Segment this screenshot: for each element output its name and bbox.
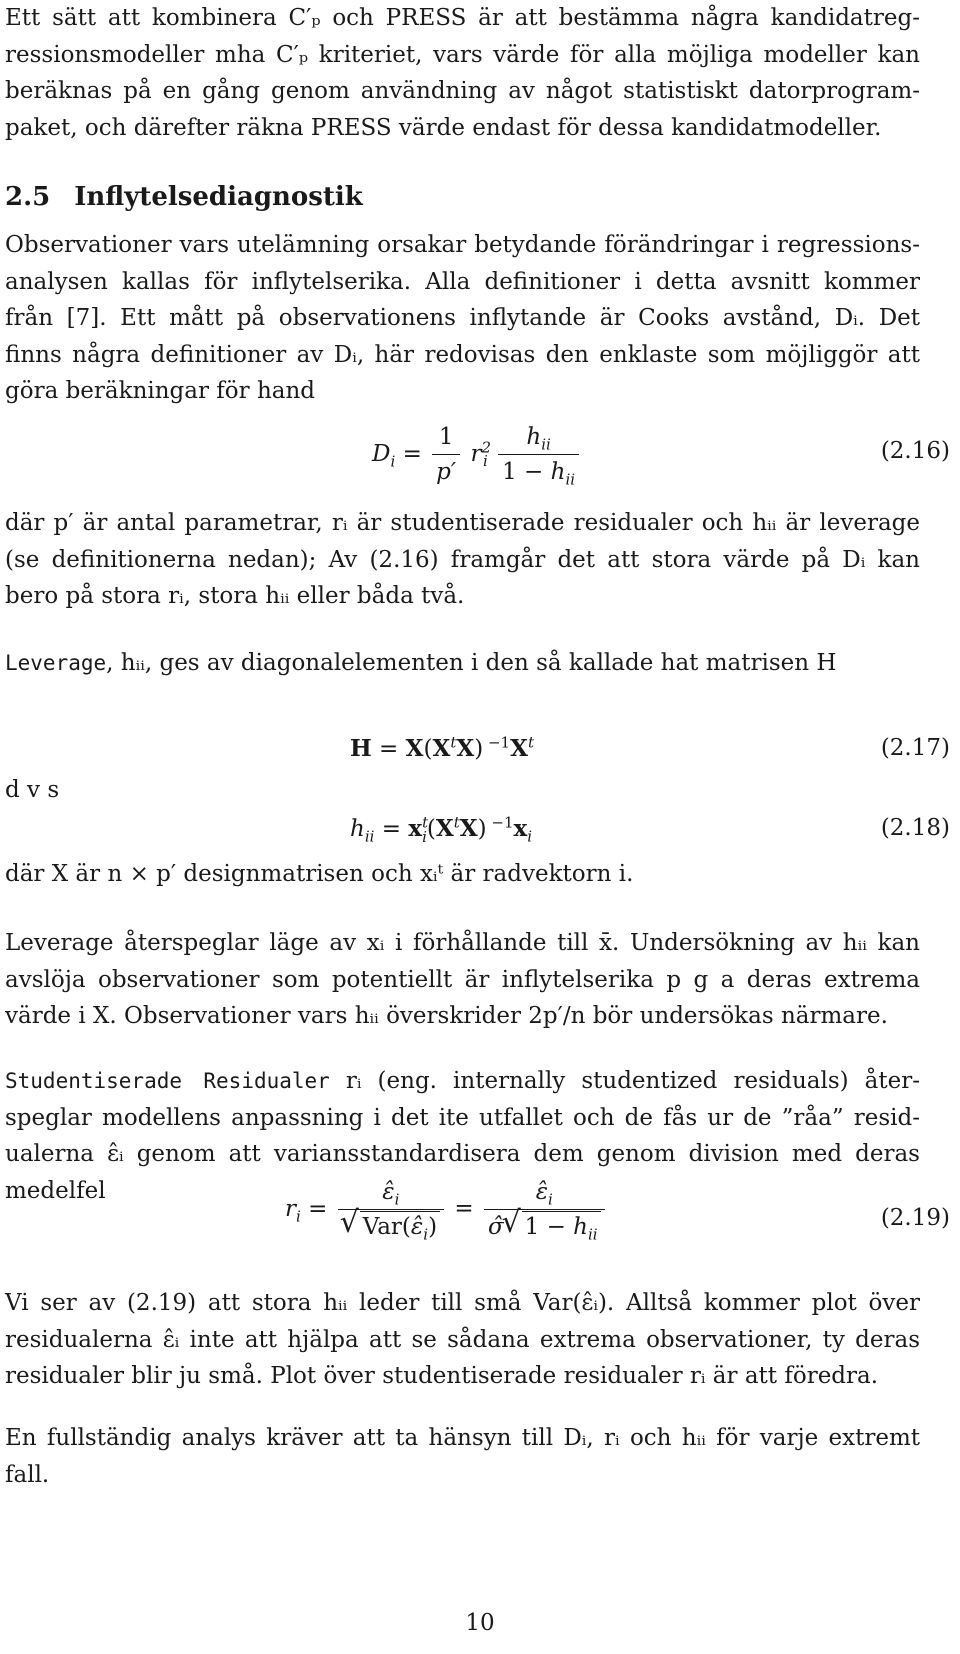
text-line: från [7]. Ett mått på observationens inflytande är Cooks avstånd, Dᵢ. Det	[5, 305, 920, 331]
text-line: finns några definitioner av Dᵢ, här redovisas den enklaste som möjliggör att	[5, 341, 920, 368]
section-heading	[5, 182, 387, 212]
paragraph-influence	[5, 227, 920, 410]
text-line: rᵢ (eng. internally studentized residuals) åter-	[329, 1068, 920, 1094]
text-line: medelfel	[5, 1177, 106, 1204]
equation-2-19: $r_i$ = $\varepsilon̂_i$ √ $Var(\varepsilon̂_i)$ = $\frac{\varepsilon̂_i}{\sigmâ√ 1 - h_{ii}}$	[285, 1175, 608, 1244]
text-line: avslöja observationer som potentiellt är inflytelserika p g a deras extrema	[5, 966, 920, 993]
text-line: (se definitionerna nedan); Av (2.16) framgår det att stora värde på Dᵢ kan	[5, 546, 920, 573]
text-line: Observationer vars utelämning orsakar betydande förändringar i regressions-	[5, 232, 920, 258]
text-line: beräknas på en gång genom användning av något statistiskt datorprogram-	[5, 78, 920, 104]
text-line: residualer blir ju små. Plot över studentiserade residualer rᵢ är att föredra.	[5, 1363, 879, 1389]
equation-number: (2.19)	[880, 1205, 950, 1231]
section-number: 2.5	[5, 182, 51, 212]
text-line: värde i X. Observationer vars hᵢᵢ överskrider 2p′/n bör undersökas närmare.	[5, 1003, 888, 1029]
text-line: En fullständig analys kräver att ta hänsyn till Dᵢ, rᵢ och hᵢᵢ för varje extremt	[5, 1425, 920, 1451]
equation-2-18: $h_{ii} = x^t_i(X^tX)$ $^{-1}x_i$	[350, 813, 533, 846]
text-line: speglar modellens anpassning i det ite utfallet och de fås ur de ”råa” resid-	[5, 1104, 920, 1131]
paragraph-final	[5, 1420, 920, 1493]
text-line: residualerna ε̂ᵢ inte att hjälpa att se sådana extrema observationer, ty deras	[5, 1326, 920, 1353]
dvs-text: d v s	[5, 777, 60, 803]
text-line: Leverage återspeglar läge av xᵢ i förhållande till x̄. Undersökning av hᵢᵢ kan	[5, 930, 920, 956]
text-line: bero på stora rᵢ, stora hᵢᵢ eller båda två.	[5, 583, 465, 609]
equation-number: (2.17)	[880, 735, 950, 761]
equation-2-17: $H = X(X^tX)$ $^{-1}X^t$	[350, 733, 534, 762]
term-leverage: Leverage	[5, 651, 107, 675]
paragraph-leverage	[5, 925, 920, 1035]
page-number: 10	[465, 1610, 495, 1636]
paragraph-plot	[5, 1285, 920, 1395]
text-line: analysen kallas för inflytelserika. Alla definitioner i detta avsnitt kommer	[5, 268, 920, 295]
section-title: Inflytelsediagnostik	[74, 182, 363, 212]
text-line: Vi ser av (2.19) att stora hᵢᵢ leder till små Var(ε̂ᵢ). Alltså kommer plot över	[5, 1290, 920, 1316]
equation-number: (2.16)	[880, 438, 950, 464]
text-line: ressionsmodeller mha C′ₚ kriteriet, vars värde för alla möjliga modeller kan	[5, 41, 920, 68]
text-line: fall.	[5, 1461, 50, 1488]
text-line: göra beräkningar för hand	[5, 378, 316, 404]
equation-2-16: $D_i$ = $\frac{1}{p'}$ $r^2_i$ $\frac{h_{ii}}{1 - h_{ii}}$	[372, 420, 582, 489]
equation-number: (2.18)	[880, 815, 950, 841]
design-matrix-line: där X är n × p′ designmatrisen och xᵢᵗ är radvektorn i.	[5, 861, 634, 887]
term-studentized: Studentiserade Residualer	[5, 1069, 330, 1093]
paragraph-intro	[5, 0, 920, 146]
text-line: paket, och därefter räkna PRESS värde endast för dessa kandidatmodeller.	[5, 114, 882, 141]
paragraph-leverage-intro	[5, 645, 920, 682]
text-line: ualerna ε̂ᵢ genom att variansstandardisera dem genom division med deras	[5, 1141, 920, 1167]
text-line: där p′ är antal parametrar, rᵢ är studentiserade residualer och hᵢᵢ är leverage	[5, 510, 920, 536]
paragraph-where	[5, 505, 920, 615]
text-line: , hᵢᵢ, ges av diagonalelementen i den så kallade hat matrisen H	[106, 650, 837, 676]
text-line: Ett sätt att kombinera C′ₚ och PRESS är att bestämma några kandidatreg-	[5, 5, 920, 31]
